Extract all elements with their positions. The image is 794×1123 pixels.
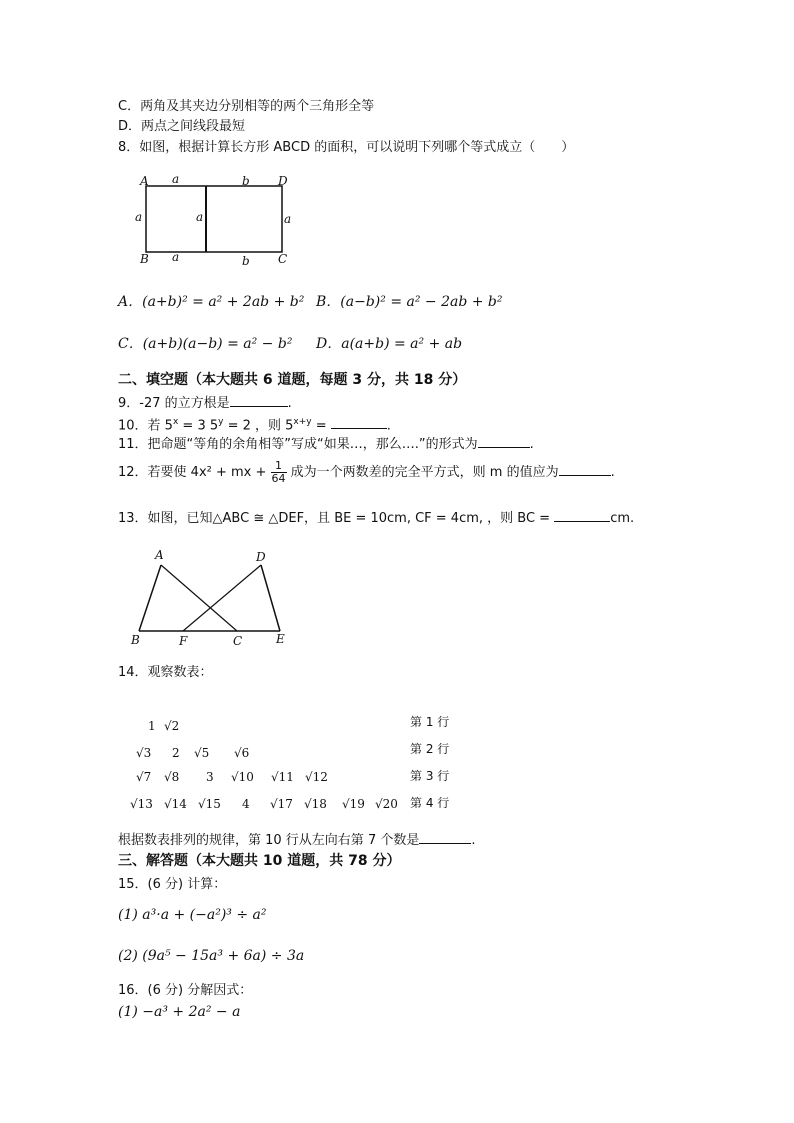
- table-cell: √12: [305, 770, 328, 784]
- q10-sup-xy: x+y: [293, 417, 312, 427]
- question-15-part-2: (2) (9a⁵ − 15a³ + 6a) ÷ 3a: [118, 948, 305, 964]
- table-cell: √20: [375, 797, 398, 811]
- label-right-a: a: [284, 212, 292, 226]
- q10-sup-x: x: [172, 417, 179, 427]
- table-cell: 3: [206, 770, 214, 784]
- q10-mid: = 3 5: [178, 418, 219, 434]
- section-answer-heading: 三、解答题（本大题共 10 道题，共 78 分）: [118, 853, 401, 869]
- label-left-a: a: [135, 210, 143, 224]
- table-cell: √5: [194, 746, 210, 760]
- row-label: 第 1 行: [410, 715, 450, 729]
- label-A: A: [155, 548, 164, 562]
- label-D: D: [278, 174, 288, 188]
- option-8d: D．a(a+b) = a² + ab: [316, 336, 463, 352]
- label-bottom-a: a: [172, 250, 180, 264]
- label-B: B: [140, 252, 149, 266]
- q13-unit: cm.: [610, 511, 635, 526]
- label-top-a: a: [172, 172, 180, 186]
- row-label: 第 2 行: [410, 742, 450, 756]
- table-cell: √14: [164, 797, 187, 811]
- question-13: [118, 508, 634, 528]
- table-cell: 1: [148, 719, 156, 733]
- option-d-text: D．两点之间线段最短: [118, 119, 246, 134]
- table-cell: 4: [242, 797, 250, 811]
- question-10: 10．若 $5^x = 3$ $5^y = 2$ ，则 $5^{x+y}$ = .: [118, 417, 391, 434]
- label-A: A: [140, 174, 149, 188]
- label-E: E: [276, 632, 285, 646]
- label-bottom-b: b: [242, 254, 250, 268]
- option-8b: B．(a−b)² = a² − 2ab + b²: [316, 294, 503, 310]
- label-middle-a: a: [196, 210, 204, 224]
- label-B: B: [131, 633, 140, 647]
- label-D: D: [256, 550, 266, 564]
- table-cell: 2: [172, 746, 180, 760]
- answer-blank[interactable]: [230, 393, 288, 407]
- option-c-text: C．两角及其夹边分别相等的两个三角形全等: [118, 99, 375, 114]
- table-cell: √19: [342, 797, 365, 811]
- number-table: [130, 708, 460, 818]
- question-16: 16．(6 分) 分解因式：: [118, 983, 253, 998]
- q10-pre: 10．若 5: [118, 418, 173, 434]
- question-11-text: 11．把命题“等角的余角相等”写成“如果…，那么….”的形式为: [118, 437, 478, 452]
- question-11: 11．把命题“等角的余角相等”写成“如果…，那么….”的形式为 .: [118, 434, 534, 454]
- table-cell: √18: [304, 797, 327, 811]
- table-cell: √17: [270, 797, 293, 811]
- table-cell: √2: [164, 719, 180, 733]
- row-label: 第 3 行: [410, 769, 450, 783]
- question-9: 9．-27 的立方根是 .: [118, 393, 292, 413]
- row-label: 第 4 行: [410, 796, 450, 810]
- option-8a: A．(a+b)² = a² + 2ab + b²: [118, 294, 305, 310]
- question-14: 14．观察数表：: [118, 665, 213, 680]
- table-cell: √13: [130, 797, 153, 811]
- question-15: 15．(6 分) 计算：: [118, 877, 227, 892]
- question-14-rule: 根据数表排列的规律，第 10 行从左向右第 7 个数是 .: [118, 830, 475, 850]
- label-F: F: [179, 634, 188, 648]
- answer-blank[interactable]: [331, 415, 387, 429]
- q10-mid2: = 2 ，则 5: [223, 418, 294, 434]
- table-cell: √11: [271, 770, 294, 784]
- label-C: C: [278, 252, 288, 266]
- label-C: C: [233, 634, 243, 648]
- table-cell: √6: [234, 746, 250, 760]
- section-fill-in-heading: 二、填空题（本大题共 6 道题，每题 3 分，共 18 分）: [118, 372, 467, 388]
- question-16-part-1: (1) −a³ + 2a² − a: [118, 1004, 241, 1020]
- question-8: 8．如图，根据计算长方形 ABCD 的面积，可以说明下列哪个等式成立（ ）: [118, 140, 575, 155]
- question-12: 12．若要使 4x² + mx + $\frac{1}{64}$ 成为一个两数差的完全平方式，则 m 的值应为 .: [118, 459, 615, 485]
- q10-post: =: [311, 418, 327, 434]
- answer-blank[interactable]: [559, 462, 611, 476]
- option-8c: C．(a+b)(a−b) = a² − b²: [118, 336, 293, 352]
- table-cell: √8: [164, 770, 180, 784]
- q10-sup-y: y: [218, 417, 224, 427]
- question-13-text: 13．如图，已知△ABC ≅ △DEF，且 BE = 10cm, CF = 4cm, ，则 BC =: [118, 511, 551, 526]
- congruent-triangles-figure: [125, 543, 300, 648]
- table-cell: √15: [198, 797, 221, 811]
- table-cell: √3: [136, 746, 152, 760]
- question-15-part-1: (1) a³·a + (−a²)³ ÷ a²: [118, 907, 267, 923]
- q12-post: 成为一个两数差的完全平方式，则 m 的值应为: [286, 465, 559, 480]
- table-cell: √10: [231, 770, 254, 784]
- rectangle-abcd-figure: [130, 170, 305, 270]
- table-cell: √7: [136, 770, 152, 784]
- fraction-1-64: $\frac{1}{64}$: [271, 459, 286, 485]
- question-14-rule-text: 根据数表排列的规律，第 10 行从左向右第 7 个数是: [118, 833, 420, 848]
- answer-blank[interactable]: [419, 830, 471, 844]
- q12-pre: 12．若要使 4x² + mx +: [118, 465, 271, 480]
- label-top-b: b: [242, 174, 250, 188]
- question-9-text: 9．-27 的立方根是: [118, 396, 230, 411]
- answer-blank[interactable]: [554, 508, 610, 522]
- answer-blank[interactable]: [478, 434, 530, 448]
